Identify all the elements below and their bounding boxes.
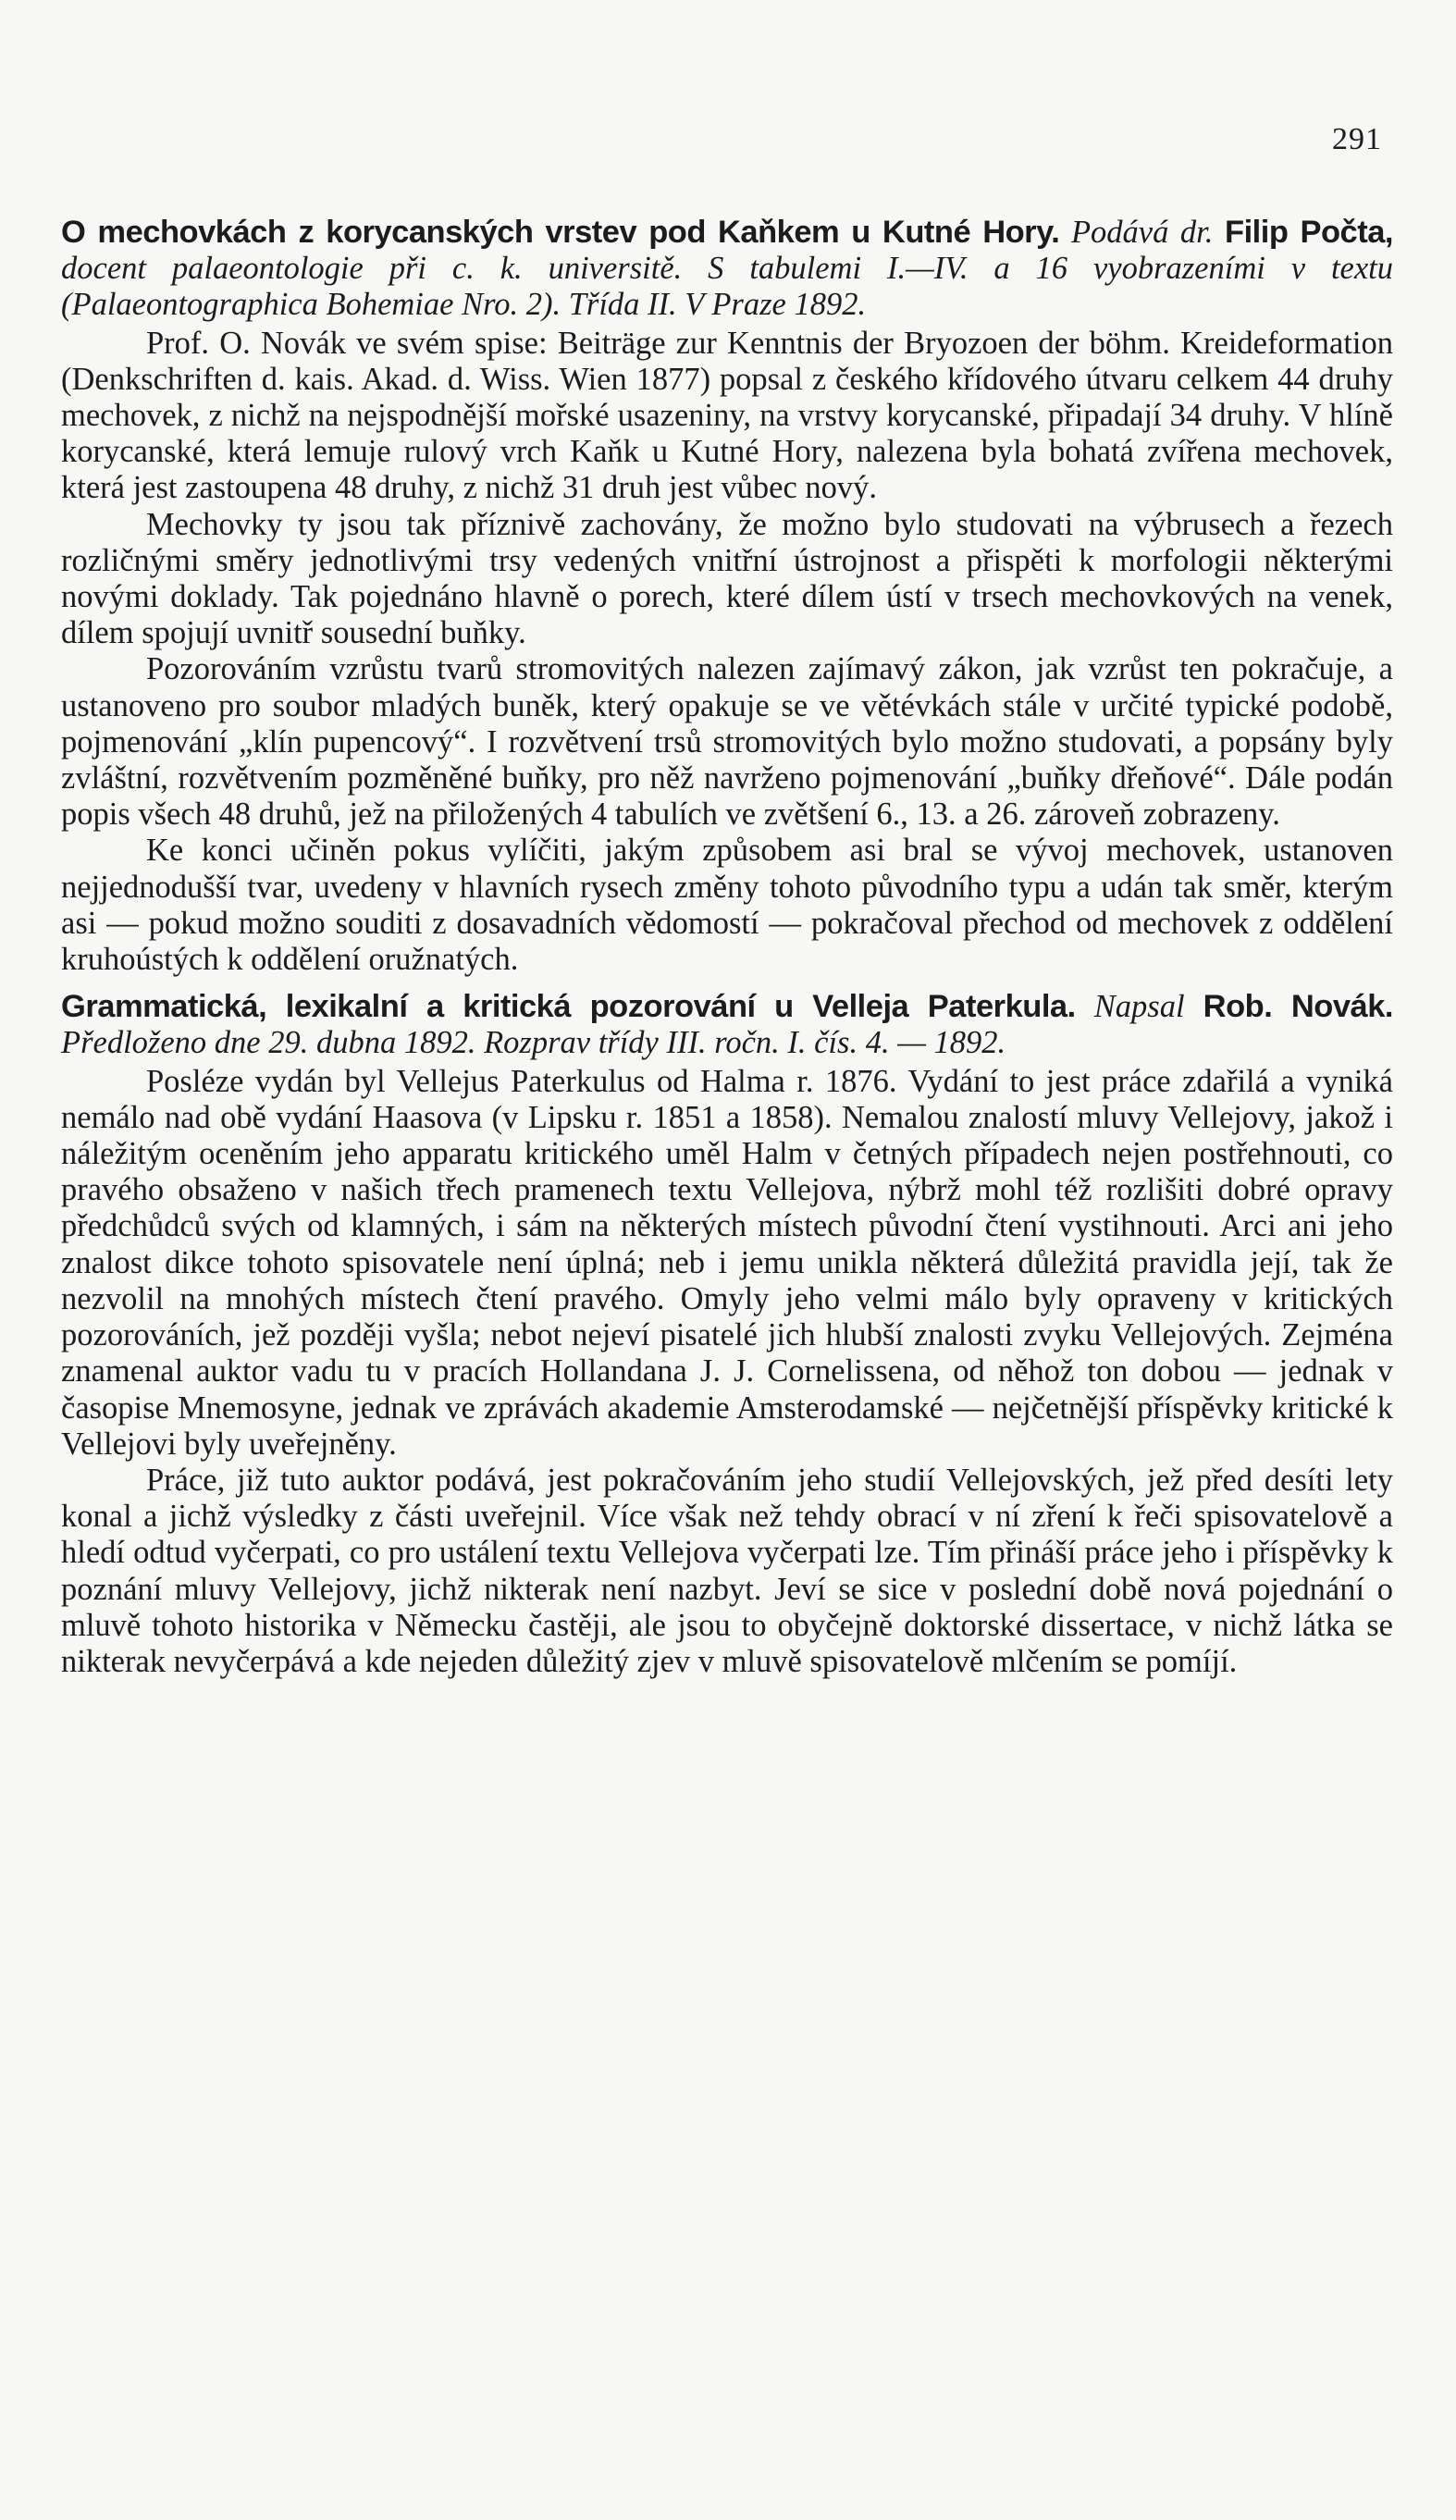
entry-2-heading [61, 989, 1393, 1061]
entry-1-paragraph: Prof. O. Novák ve svém spise: Beiträge zur Kenntnis der Bryozoen der böhm. Kreideformation (Denkschriften d. kais. Akad. d. Wiss. Wien 1877) popsal z českého křídového útvaru celkem 44 druhy mechovek, z nichž na nejspodnější mořské usazeniny, na vrstvy korycanské, připadají 34 druhy. V hlíně korycanské, která lemuje rulový vrch Kaňk u Kutné Hory, nalezena byla bohatá zvířena mechovek, která jest zastoupena 48 druhy, z nichž 31 druh jest vůbec nový. [61, 325, 1393, 506]
entry-1-paragraph: Pozorováním vzrůstu tvarů stromovitých nalezen zajímavý zákon, jak vzrůst ten pokračuje, a ustanoveno pro soubor mladých buněk, který opakuje se ve větévkách stále v určité typické podobě, pojmenování „klín pupencový“. I rozvětvení trsů stromovitých bylo možno studovati, a popsány byly zvláštní, rozvětvením pozměněné buňky, pro něž navrženo pojmenování „buňky dřeňové“. Dále podán popis všech 48 druhů, jež na přiložených 4 tabulích ve zvětšení 6., 13. a 26. zároveň zobrazeny. [61, 651, 1393, 833]
section-gap [61, 978, 1393, 989]
entry-2-by: Napsal [1093, 989, 1185, 1025]
entry-1-affiliation: docent palaeontologie při c. k. universitě. S tabulemi I.—IV. a 16 vyobrazeními v textu (Palaeontographica Bohemiae Nro. 2). Třída II. V Praze 1892. [61, 251, 1393, 323]
entry-2-author: Rob. Novák. [1203, 989, 1393, 1025]
entry-1-title: O mechovkách z korycanských vrstev pod Kaňkem u Kutné Hory. [61, 215, 1060, 250]
entry-1-paragraph: Ke konci učiněn pokus vylíčiti, jakým způsobem asi bral se vývoj mechovek, ustanoven nejjednodušší tvar, uvedeny v hlavních rysech změny tohoto původního typu a udán tak směr, kterým asi — pokud možno souditi z dosavadních vědomostí — pokračoval přechod od mechovek z oddělení kruhoústých k oddělení oružnatých. [61, 833, 1393, 978]
entry-1-by: Podává dr. [1070, 215, 1214, 250]
entry-2-paragraph: Práce, již tuto auktor podává, jest pokračováním jeho studií Vellejovských, jež před desíti lety konal a jichž výsledky z části uveřejnil. Více však než tehdy obrací v ní zření k řeči spisovatelově a hledí odtud vyčerpati, co pro ustálení textu Vellejova vyčerpati lze. Tím přináší práce jeho i příspěvky k poznání mluvy Vellejovy, jichž nikterak není nazbyt. Jeví se sice v poslední době nová pojednání o mluvě tohoto historika v Německu častěji, ale jsou to obyčejně doktorské dissertace, v nichž látka se nikterak nevyčerpává a kde nejeden důležitý zjev v mluvě spisovatelově mlčením se pomíjí. [61, 1462, 1393, 1679]
entry-1-heading [61, 215, 1393, 324]
entry-2-affiliation: Předloženo dne 29. dubna 1892. Rozprav třídy III. ročn. I. čís. 4. — 1892. [61, 1025, 1006, 1061]
page-number: 291 [1332, 122, 1382, 156]
entry-2-paragraph: Posléze vydán byl Vellejus Paterkulus od Halma r. 1876. Vydání to jest práce zdařilá a vyniká nemálo nad obě vydání Haasova (v Lipsku r. 1851 a 1858). Nemalou znalostí mluvy Vellejovy, jakož i náležitým oceněním jeho apparatu kritického uměl Halm v četných případech nejen postřehnouti, co pravého obsaženo v našich třech pramenech textu Vellejova, nýbrž mohl též rozlišiti dobré opravy předchůdců svých od klamných, i sám na některých místech původní čtení vystihnouti. Arci ani jeho znalost dikce tohoto spisovatele není úplná; neb i jemu unikla některá důležitá pravidla její, tak že nezvolil na mnohých místech čtení pravého. Omyly jeho velmi málo byly opraveny v kritických pozorováních, jež později vyšla; nebot nejeví pisatelé jich hlubší znalosti zvyku Vellejových. Zejména znamenal auktor vadu tu v pracích Hollandana J. J. Cornelissena, od něhož ton dobou — jednak v časopise Mnemosyne, jednak ve zprávách akademie Amsterodamské — nejčetnější příspěvky kritické k Vellejovi byly uveřejněny. [61, 1063, 1393, 1462]
entry-2-title: Grammatická, lexikalní a kritická pozorování u Velleja Paterkula. [61, 989, 1076, 1025]
page-content [61, 215, 1393, 1680]
entry-1-paragraph: Mechovky ty jsou tak příznivě zachovány, že možno bylo studovati na výbrusech a řezech rozličnými směry jednotlivými trsy vedených vnitřní ústrojnost a přispěti k morfologii některými novými doklady. Tak pojednáno hlavně o porech, které dílem ústí v trsech mechovkových na venek, dílem spojují uvnitř sousední buňky. [61, 506, 1393, 651]
entry-1-author: Filip Počta, [1225, 215, 1394, 250]
